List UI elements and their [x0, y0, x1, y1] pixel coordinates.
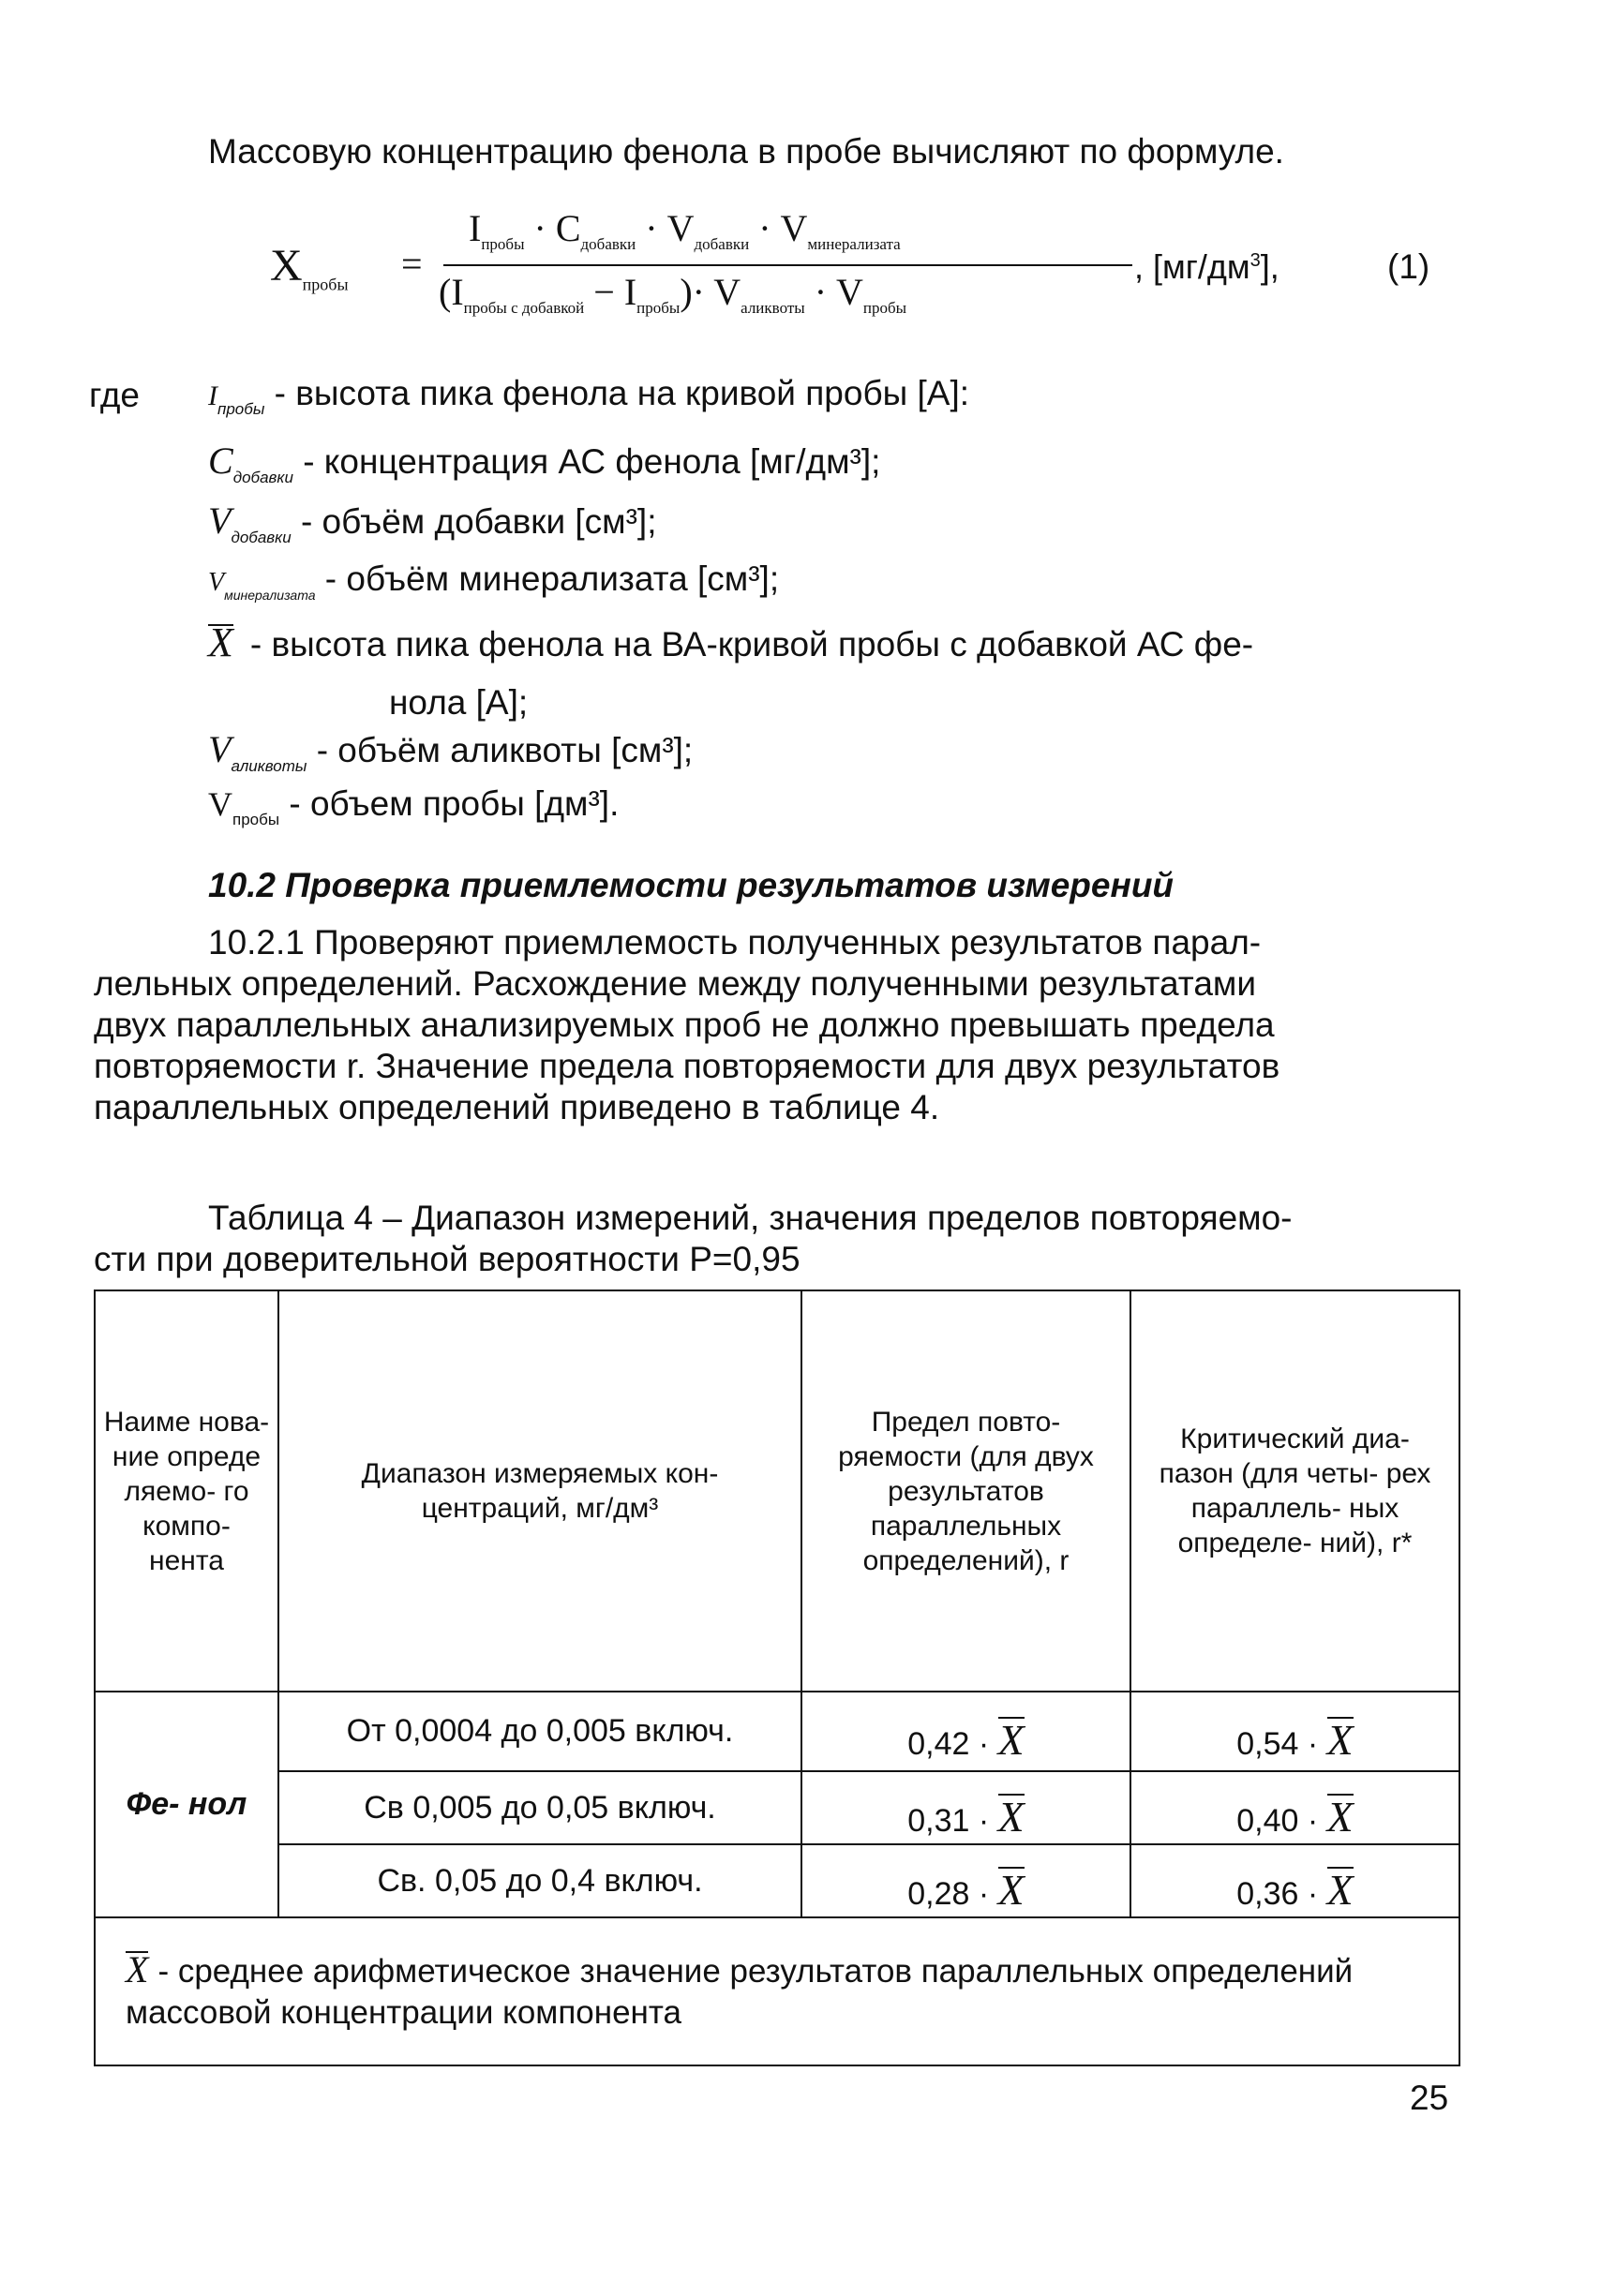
formula-number: (1)	[1387, 247, 1430, 286]
page-number: 25	[1410, 2079, 1449, 2117]
def-text: - объём добавки [см³];	[300, 502, 657, 541]
table-row	[95, 1771, 1459, 1844]
def-text: - концентрация АС фенола [мг/дм³];	[303, 442, 881, 481]
formula-lhs	[270, 240, 349, 294]
table-4	[94, 1290, 1460, 2066]
den-Va-sub: аликвоты	[741, 299, 805, 317]
den-Vp-sub: пробы	[862, 299, 907, 317]
paragraph	[94, 922, 1459, 1128]
table-note-row	[95, 1917, 1459, 2065]
def-text: - объём аликвоты [см³];	[316, 731, 694, 769]
den-I2-sub: пробы	[636, 299, 681, 317]
def-symbol: V	[208, 728, 232, 770]
num-V-symbol: V	[666, 207, 695, 249]
def-sub: аликвоты	[231, 757, 307, 775]
formula-numerator: $I_{пробы} \cdot C_{добавки} \cdot V_{добавки} \cdot V_{минерализата}$	[469, 207, 901, 253]
definition-item	[208, 500, 657, 559]
paragraph-line: двух параллельных анализируемых проб не должно превышать предела	[94, 1006, 1275, 1044]
range-cell: Св. 0,05 до 0,4 включ.	[278, 1844, 801, 1917]
table-note	[95, 1917, 1459, 2065]
header-component: Наиме нова- ние опреде ляемо- го компо- нента	[95, 1290, 278, 1692]
def-symbol: V	[208, 499, 232, 542]
definition-item	[208, 783, 619, 841]
xbar-symbol: X	[126, 1948, 149, 1990]
def-text: - высота пика фенола на ВА-кривой пробы с добавкой АС фе-	[249, 625, 1254, 663]
note-text: - среднее арифметическое значение результатов параллельных определений массовой концентрации компонента	[126, 1953, 1354, 2031]
rcrit-value: 0,36 ·	[1236, 1875, 1319, 1912]
formula-unit-end: ],	[1260, 247, 1279, 286]
def-symbol: I	[208, 380, 217, 411]
def-text: - объем пробы [дм³].	[289, 784, 620, 823]
intro-text: Массовую концентрацию фенола в пробе вычисляют по формуле.	[208, 132, 1284, 171]
def-symbol: V	[208, 568, 225, 597]
header-critical-range: Критический диа- пазон (для четы- рех параллель- ных определе- ний), r*	[1130, 1290, 1459, 1692]
xbar-symbol: X	[997, 1716, 1025, 1764]
xbar-symbol: X	[1326, 1716, 1354, 1764]
caption-line: Таблица 4 – Диапазон измерений, значения пределов повторяемо-	[208, 1199, 1293, 1237]
caption-line: сти при доверительной вероятности Р=0,95	[94, 1240, 800, 1278]
xbar-symbol: X	[997, 1865, 1025, 1914]
table-row	[95, 1844, 1459, 1917]
def-sub: минерализата	[224, 588, 316, 603]
rcrit-value: 0,54 ·	[1236, 1726, 1319, 1762]
component-phenol: Фе- нол	[95, 1692, 278, 1917]
rcrit-cell	[1130, 1844, 1459, 1917]
formula-unit-text: , [мг/дм	[1134, 247, 1250, 286]
num-C-sub: добавки	[580, 235, 636, 253]
formula-lhs-symbol: X	[270, 241, 303, 291]
header-range: Диапазон измеряемых кон- центраций, мг/дм³	[278, 1290, 801, 1692]
xbar-symbol: X	[208, 619, 233, 665]
def-text: - высота пика фенола на кривой пробы [А]:	[274, 374, 970, 412]
paragraph-line: параллельных определений приведено в таблице 4.	[94, 1088, 940, 1126]
def-sub: добавки	[231, 529, 292, 546]
formula-1	[270, 193, 1489, 334]
formula-unit-sup: 3	[1249, 250, 1261, 271]
definition-item	[208, 729, 693, 787]
xbar-symbol: X	[1326, 1792, 1354, 1841]
section-heading: 10.2 Проверка приемлемости результатов измерений	[208, 866, 1175, 904]
header-repeatability: Предел повто- ряемости (для двух результатов параллельных определений), r	[801, 1290, 1130, 1692]
num-Vm-sub: минерализата	[807, 235, 901, 253]
num-Vm-symbol: V	[780, 207, 808, 249]
xbar-symbol: X	[997, 1792, 1025, 1841]
num-I-sub: пробы	[481, 235, 525, 253]
def-symbol: V	[208, 785, 232, 823]
rcrit-value: 0,40 ·	[1236, 1802, 1319, 1839]
formula-equals: =	[401, 243, 423, 285]
paragraph-line: повторяемости r. Значение предела повторяемости для двух результатов	[94, 1047, 1280, 1085]
xbar-symbol: X	[1326, 1865, 1354, 1914]
den-Vp-symbol: V	[836, 271, 863, 313]
den-I-symbol: I	[451, 271, 464, 313]
r-value: 0,28 ·	[907, 1875, 990, 1912]
def-sub: пробы	[217, 400, 265, 418]
def-text: - объём минерализата [см³];	[324, 559, 780, 598]
formula-lhs-sub: пробы	[302, 275, 349, 294]
num-I-symbol: I	[469, 207, 482, 249]
den-I2-symbol: I	[623, 271, 637, 313]
r-cell	[801, 1844, 1130, 1917]
def-sub: добавки	[232, 469, 293, 486]
paragraph-line: лельных определений. Расхождение между полученными результатами	[94, 964, 1257, 1003]
rcrit-cell	[1130, 1771, 1459, 1844]
formula-unit	[1134, 247, 1279, 287]
definition-continuation: нола [А];	[389, 683, 529, 722]
den-Va-symbol: V	[713, 271, 741, 313]
definition-item	[208, 619, 1254, 665]
num-V-sub: добавки	[694, 235, 750, 253]
r-value: 0,42 ·	[907, 1726, 990, 1762]
definition-item	[208, 373, 969, 430]
r-cell	[801, 1692, 1130, 1771]
range-cell: От 0,0004 до 0,005 включ.	[278, 1692, 801, 1771]
definition-item	[208, 440, 880, 499]
num-C-symbol: C	[555, 207, 581, 249]
r-value: 0,31 ·	[907, 1802, 990, 1839]
rcrit-cell	[1130, 1692, 1459, 1771]
fraction-bar	[443, 264, 1132, 266]
range-cell: Св 0,005 до 0,05 включ.	[278, 1771, 801, 1844]
table-row	[95, 1692, 1459, 1771]
where-label: где	[89, 376, 141, 414]
table-caption	[94, 1198, 1459, 1280]
formula-denominator: $(I_{пробы с добавкой} - I_{пробы})\cdot V_{аликвоты} \cdot V_{пробы}$	[439, 271, 907, 317]
paragraph-line: 10.2.1 Проверяют приемлемость полученных результатов парал-	[208, 923, 1262, 962]
def-symbol: C	[208, 440, 233, 482]
def-sub: пробы	[232, 811, 280, 828]
definition-item	[208, 559, 779, 616]
den-I-sub: пробы с добавкой	[463, 299, 585, 317]
table-header-row	[95, 1290, 1459, 1692]
r-cell	[801, 1771, 1130, 1844]
